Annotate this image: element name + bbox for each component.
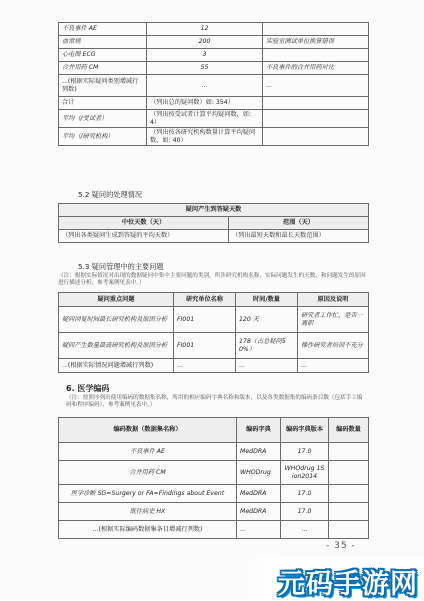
medical-coding-table xyxy=(58,417,369,539)
table-cell: ... xyxy=(298,359,369,373)
table-cell: 120 天 xyxy=(236,307,298,333)
column-header: 编码数据（数据集名称） xyxy=(59,418,237,443)
table-row xyxy=(59,23,369,36)
table-cell xyxy=(329,503,369,521)
row-label: 不良事件 AE xyxy=(59,23,147,36)
table-row xyxy=(59,36,369,49)
table-row xyxy=(59,49,369,62)
table-cell: 178（占总疑问50%） xyxy=(236,333,298,359)
row-value: 12 xyxy=(147,23,263,36)
row-value: 3 xyxy=(147,49,263,62)
table-row xyxy=(59,62,369,75)
table-cell: ... xyxy=(174,359,236,373)
table-cell: 不良事件 AE xyxy=(59,443,237,461)
section-heading-5-3: 5.3 疑问管理中的主要问题 xyxy=(78,262,164,271)
row-value: ... xyxy=(147,75,263,97)
table-cell: ...(根据实际情况问题增减行列数) xyxy=(59,359,174,373)
table-cell: 疑问产生数量最高研究机构及原因分析 xyxy=(59,333,174,359)
row-value: （列出按各研究机构数量计算平均疑问数，如: 40） xyxy=(147,128,263,146)
section-note: （注：根据实际情况对出现的数据疑问中集中主要问题的类别，所涉研究机构名称，实际问题发生的天数，和问题发生的原因进行描述分析，参考案例见表中。） xyxy=(58,273,366,287)
table-cell: 17.0 xyxy=(281,485,329,503)
table-row xyxy=(59,307,369,333)
table-row xyxy=(59,443,369,461)
table-cell: FI001 xyxy=(174,333,236,359)
row-note xyxy=(263,128,369,146)
table-cell: FI001 xyxy=(174,307,236,333)
watermark-text: 元码手游网 xyxy=(278,569,418,600)
table-row xyxy=(59,521,369,539)
table-row xyxy=(59,503,369,521)
table-header: 疑问产生到答疑天数 xyxy=(59,204,369,217)
row-value: （列出按受试者计算平均疑问数，如: 4） xyxy=(147,110,263,128)
row-value: 55 xyxy=(147,62,263,75)
table-cell: 研究者工作忙，是否一离职 xyxy=(298,307,369,333)
row-value: 200 xyxy=(147,36,263,49)
column-header: 中位天数（天） xyxy=(59,217,229,230)
column-header: 时间/数量 xyxy=(236,293,298,307)
column-header: 疑问重点问题 xyxy=(59,293,174,307)
page-number: - 35 - xyxy=(326,541,356,551)
table-row xyxy=(59,110,369,128)
table-cell xyxy=(329,485,369,503)
section-heading-5-2: 5.2 疑问的处理情况 xyxy=(78,190,143,199)
row-value: （列出总的疑问数）如: 354） xyxy=(147,97,263,110)
table-cell: MedDRA xyxy=(237,443,281,461)
table-cell: 疑问回复时间最长研究机构及原因分析 xyxy=(59,307,174,333)
row-note xyxy=(263,110,369,128)
row-note: 不良事件的合并用药对比 xyxy=(263,62,369,75)
table-row xyxy=(59,333,369,359)
table-cell: （列出最短天数和最长天数范围） xyxy=(229,230,369,243)
table-cell: 17.0 xyxy=(281,503,329,521)
row-label: 血常规 xyxy=(59,36,147,49)
table-row xyxy=(59,97,369,110)
column-header: 编码字典版本 xyxy=(281,418,329,443)
row-note xyxy=(263,49,369,62)
table-row xyxy=(59,359,369,373)
table-cell: ... xyxy=(281,521,329,539)
column-header: 研究单位名称 xyxy=(174,293,236,307)
section-heading-6: 6. 医学编码 xyxy=(66,384,110,393)
table-cell: （列出各类疑问生成到答疑的平均天数） xyxy=(59,230,229,243)
query-resolution-table xyxy=(58,203,369,243)
column-header: 编码数量 xyxy=(329,418,369,443)
table-cell: WHODrug xyxy=(237,461,281,485)
table-cell xyxy=(329,443,369,461)
row-note: ... xyxy=(263,75,369,97)
table-cell xyxy=(329,461,369,485)
column-header: 原因及说明 xyxy=(298,293,369,307)
row-label: ...(根据实际疑问类别增减行列数) xyxy=(59,75,147,97)
query-count-table xyxy=(58,22,369,146)
query-issues-table xyxy=(58,292,369,373)
row-label: 合计 xyxy=(59,97,147,110)
row-label: 平均（/研究机构） xyxy=(59,128,147,146)
table-cell xyxy=(329,521,369,539)
row-note xyxy=(263,97,369,110)
table-cell: 既往病史 HX xyxy=(59,503,237,521)
row-note: 实验室测试单位换算错误 xyxy=(263,36,369,49)
column-header: 范围（天） xyxy=(229,217,369,230)
table-cell: 医学诊断 SG=Surgery or FA=Findings about Event xyxy=(59,485,237,503)
watermark-logo xyxy=(242,556,424,600)
table-row xyxy=(59,128,369,146)
table-row xyxy=(59,75,369,97)
row-label: 心电图 ECG xyxy=(59,49,147,62)
table-cell: ...(根据实际编码数据集条目增减行列数) xyxy=(59,521,237,539)
table-cell: MedDRA xyxy=(237,485,281,503)
table-cell: WHOdrug 1Sion2014 xyxy=(281,461,329,485)
table-cell: 17.0 xyxy=(281,443,329,461)
row-note xyxy=(263,23,369,36)
table-cell: ... xyxy=(237,521,281,539)
row-label: 合并用药 CM xyxy=(59,62,147,75)
section-note: （注：按照序列出使用编码的数据集名称，所用的相应编码字典名称和版本，以及各类数据集的编码条目数（包括手工编码和程序编码），参考案例见表中。） xyxy=(66,395,363,409)
table-row xyxy=(59,461,369,485)
table-row xyxy=(59,485,369,503)
table-cell: 合并用药 CM xyxy=(59,461,237,485)
column-header: 编码字典 xyxy=(237,418,281,443)
row-label: 平均（/受试者） xyxy=(59,110,147,128)
table-cell: ... xyxy=(236,359,298,373)
table-cell: MedDRA xyxy=(237,503,281,521)
table-cell: 操作研究者培训不充分 xyxy=(298,333,369,359)
